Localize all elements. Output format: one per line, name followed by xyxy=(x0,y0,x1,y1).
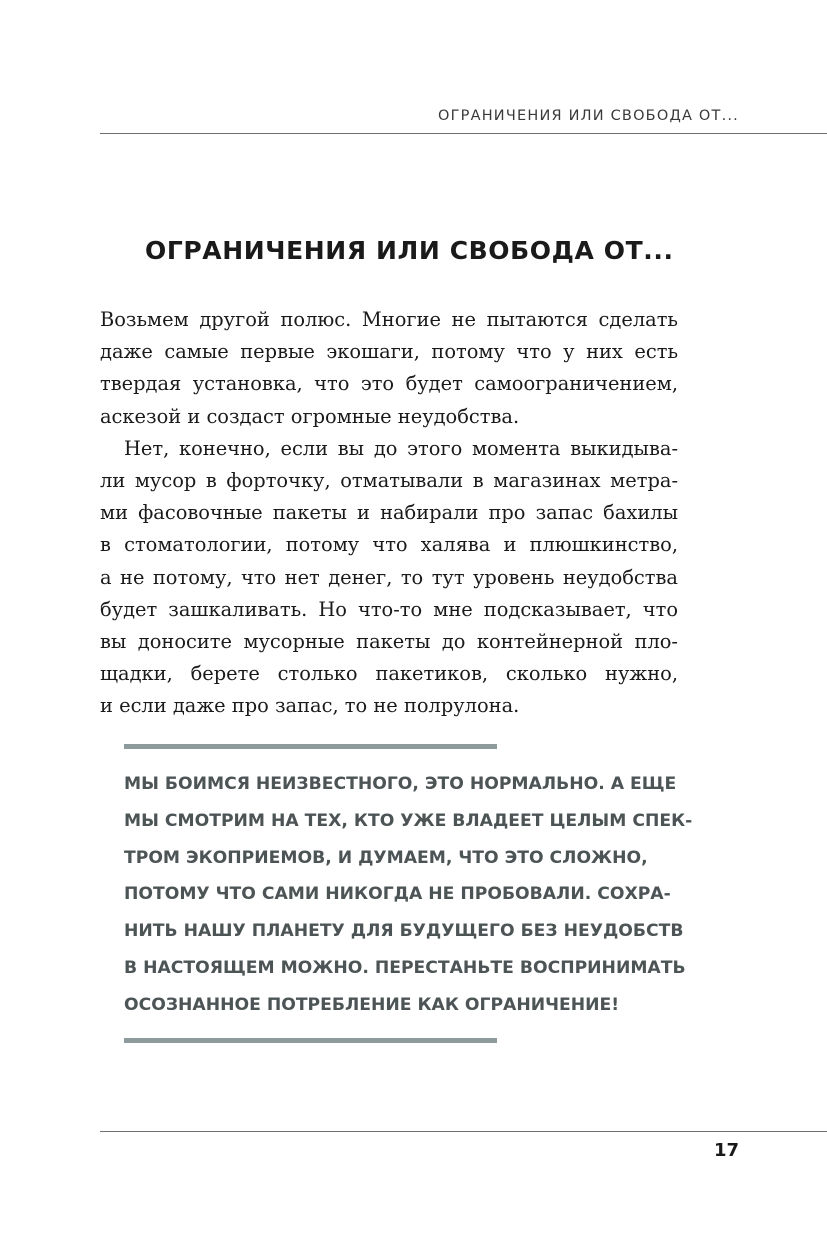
body-line: Нет, конечно, если вы до этого момента выкидыва- xyxy=(124,436,678,460)
body-line: а не потому, что нет денег, то тут уровень неудобства xyxy=(100,565,678,589)
body-line: Возьмем другой полюс. Многие не пытаются сделать xyxy=(100,308,678,331)
chapter-title: ОГРАНИЧЕНИЯ ИЛИ СВОБОДА ОТ... xyxy=(145,236,674,265)
body-line: щадки, берете столько пакетиков, сколько нужно, xyxy=(100,662,678,686)
pull-quote xyxy=(124,766,693,1024)
pull-quote-line: В НАСТОЯЩЕМ МОЖНО. ПЕРЕСТАНЬТЕ ВОСПРИНИМАТЬ xyxy=(124,957,686,978)
body-line: вы доносите мусорные пакеты до контейнерной пло- xyxy=(100,630,678,654)
pull-quote-line: МЫ СМОТРИМ НА ТЕХ, КТО УЖЕ ВЛАДЕЕТ ЦЕЛЫМ СПЕК- xyxy=(124,810,693,831)
body-line: и если даже про запас, то не полрулона. xyxy=(100,694,520,718)
pull-quote-top-rule xyxy=(124,744,497,749)
page-number: 17 xyxy=(713,1140,739,1161)
body-line: ми фасовочные пакеты и набирали про запас бахилы xyxy=(100,501,678,525)
body-text xyxy=(100,304,678,723)
body-line: даже самые первые экошаги, потому что у них есть xyxy=(100,340,678,364)
pull-quote-line: МЫ БОИМСЯ НЕИЗВЕСТНОГО, ЭТО НОРМАЛЬНО. А ЕЩЕ xyxy=(124,774,677,794)
pull-quote-line: ПОТОМУ ЧТО САМИ НИКОГДА НЕ ПРОБОВАЛИ. СОХРА- xyxy=(124,884,671,905)
pull-quote-line: НИТЬ НАШУ ПЛАНЕТУ ДЛЯ БУДУЩЕГО БЕЗ НЕУДОБСТВ xyxy=(124,921,684,942)
running-header: ОГРАНИЧЕНИЯ ИЛИ СВОБОДА ОТ... xyxy=(437,108,739,124)
body-line: ли мусор в форточку, отматывали в магазинах метра- xyxy=(100,469,678,493)
pull-quote-line: ОСОЗНАННОЕ ПОТРЕБЛЕНИЕ КАК ОГРАНИЧЕНИЕ! xyxy=(124,994,620,1015)
body-line: твердая установка, что это будет самоограничением, xyxy=(100,372,678,396)
body-line: аскезой и создаст огромные неудобства. xyxy=(100,404,520,428)
footer-rule xyxy=(100,1131,827,1132)
pull-quote-bottom-rule xyxy=(124,1038,497,1043)
body-line: будет зашкаливать. Но что-то мне подсказывает, что xyxy=(100,597,678,621)
pull-quote-line: ТРОМ ЭКОПРИЕМОВ, И ДУМАЕМ, ЧТО ЭТО СЛОЖНО, xyxy=(124,847,648,868)
body-line: в стоматологии, потому что халява и плюшкинство, xyxy=(100,533,678,557)
header-rule xyxy=(100,133,827,134)
